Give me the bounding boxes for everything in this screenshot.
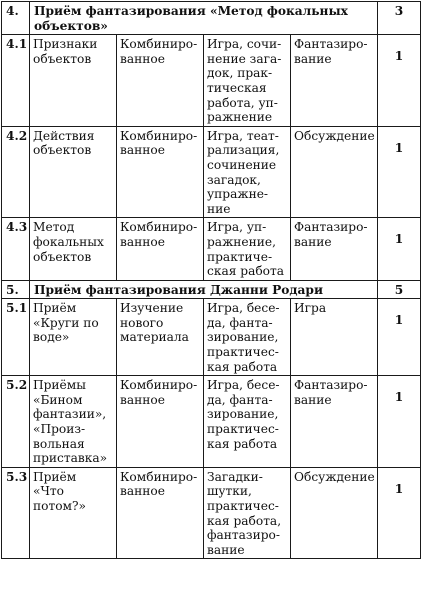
lesson-method-line: Игра, сочи- [207, 37, 282, 52]
lesson-control [291, 299, 378, 376]
lesson-method-line: сочинение [207, 157, 277, 172]
lesson-topic-line: фокальных [33, 234, 104, 249]
lesson-topic-line: объектов [33, 51, 92, 66]
lesson-method-line: кая работа [207, 436, 278, 451]
lesson-topic-line: Приём [33, 469, 77, 484]
lesson-hours: 1 [378, 299, 421, 376]
lesson-method-line: да, фанта- [207, 315, 273, 330]
lesson-topic [30, 299, 117, 376]
lesson-type [117, 218, 204, 280]
lesson-topic-line: «Бином [33, 392, 83, 407]
lesson-type-line: Изучение [120, 301, 184, 316]
lesson-hours: 1 [378, 376, 421, 468]
lesson-topic-line: потом?» [33, 499, 87, 513]
lesson-type [117, 299, 204, 376]
lesson-method [204, 299, 291, 376]
lesson-method-line: Игра, уп- [207, 220, 267, 235]
table-row [2, 376, 421, 468]
lesson-method-line: фантазиро- [207, 528, 280, 543]
lesson-topic-line: приставка» [33, 451, 108, 466]
lesson-method-line: ние [207, 201, 231, 216]
lesson-type-line: ванное [120, 234, 165, 249]
lesson-method-line: рализация, [207, 143, 280, 158]
lesson-method-line: практичес- [207, 499, 279, 513]
lesson-control [291, 467, 378, 559]
lesson-control [291, 218, 378, 280]
lesson-type [117, 126, 204, 218]
lesson-topic [30, 467, 117, 559]
lesson-hours: 1 [378, 126, 421, 218]
lesson-hours: 1 [378, 35, 421, 127]
lesson-method-line: док, прак- [207, 66, 273, 81]
lesson-method-line: практичес- [207, 422, 279, 437]
section-title-line: Приём фантазирования Джанни Родари [34, 282, 323, 297]
lesson-method-line: вание [207, 542, 245, 557]
lesson-method-line: Игра, теат- [207, 128, 279, 143]
curriculum-table [1, 1, 421, 559]
lesson-control-line: Игра [294, 301, 327, 316]
lesson-method [204, 126, 291, 218]
lesson-control-line: вание [294, 51, 332, 66]
lesson-type-line: Комбиниро- [120, 128, 198, 143]
lesson-number: 5.1 [2, 299, 30, 376]
lesson-method-line: нение зага- [207, 51, 282, 66]
lesson-topic-line: вольная [33, 436, 85, 451]
lesson-method-line: зирование, [207, 330, 279, 345]
lesson-type-line: Комбиниро- [120, 37, 198, 52]
lesson-control-line: Обсуждение [294, 469, 375, 484]
lesson-method-line: ражнение [207, 110, 273, 125]
lesson-method-line: работа, уп- [207, 95, 278, 110]
lesson-topic-line: Приём [33, 301, 77, 316]
lesson-control-line: вание [294, 392, 332, 407]
lesson-method-line: практиче- [207, 249, 273, 264]
lesson-method-line: кая работа, [207, 513, 282, 528]
lesson-method [204, 35, 291, 127]
lesson-method-line: кая работа [207, 359, 278, 374]
lesson-type [117, 467, 204, 559]
lesson-topic [30, 218, 117, 280]
section-title-line: объектов» [34, 18, 108, 33]
section-title [30, 280, 378, 299]
lesson-type [117, 35, 204, 127]
lesson-type [117, 376, 204, 468]
lesson-method-line: Игра, бесе- [207, 301, 280, 316]
lesson-number: 5.3 [2, 467, 30, 559]
lesson-type-line: Комбиниро- [120, 220, 198, 235]
lesson-control [291, 35, 378, 127]
lesson-method-line: ская работа [207, 264, 285, 279]
lesson-type-line: ванное [120, 484, 165, 499]
lesson-topic [30, 126, 117, 218]
lesson-topic-line: фантазии», [33, 407, 107, 422]
lesson-topic [30, 376, 117, 468]
lesson-number: 5.2 [2, 376, 30, 468]
lesson-hours: 1 [378, 218, 421, 280]
lesson-topic-line: «Круги по [33, 315, 99, 330]
lesson-type-line: ванное [120, 143, 165, 158]
lesson-control-line: Фантазиро- [294, 220, 368, 235]
lesson-topic-line: объектов [33, 249, 92, 264]
table-row [2, 218, 421, 280]
lesson-method-line: да, фанта- [207, 392, 273, 407]
lesson-type-line: Комбиниро- [120, 378, 198, 393]
lesson-method [204, 467, 291, 559]
lesson-type-line: нового [120, 315, 164, 330]
lesson-method-line: упражне- [207, 187, 269, 202]
lesson-type-line: ванное [120, 392, 165, 407]
lesson-topic-line: «Произ- [33, 422, 86, 437]
lesson-topic-line: «Что [33, 484, 64, 499]
lesson-method-line: Загадки- [207, 469, 263, 484]
lesson-type-line: ванное [120, 51, 165, 66]
lesson-type-line: материала [120, 330, 189, 345]
lesson-method-line: загадок, [207, 172, 261, 187]
lesson-method-line: практичес- [207, 345, 279, 360]
lesson-topic [30, 35, 117, 127]
section-header-row [2, 280, 421, 299]
lesson-number: 4.2 [2, 126, 30, 218]
lesson-method-line: зирование, [207, 407, 279, 422]
section-number: 5. [2, 280, 30, 299]
lesson-control [291, 126, 378, 218]
section-hours: 3 [378, 2, 421, 35]
table-row [2, 126, 421, 218]
lesson-method-line: Игра, бесе- [207, 378, 280, 393]
lesson-control-line: вание [294, 234, 332, 249]
lesson-topic-line: объектов [33, 143, 92, 158]
lesson-method-line: шутки, [207, 484, 252, 499]
lesson-method [204, 218, 291, 280]
lesson-control-line: Фантазиро- [294, 37, 368, 52]
lesson-number: 4.1 [2, 35, 30, 127]
table-row [2, 467, 421, 559]
lesson-hours: 1 [378, 467, 421, 559]
lesson-type-line: Комбиниро- [120, 469, 198, 484]
section-header-row [2, 2, 421, 35]
table-row [2, 299, 421, 376]
section-number: 4. [2, 2, 30, 35]
lesson-topic-line: воде» [33, 330, 70, 345]
lesson-method [204, 376, 291, 468]
lesson-topic-line: Признаки [33, 37, 98, 52]
table-row [2, 35, 421, 127]
lesson-control-line: Фантазиро- [294, 378, 368, 393]
lesson-method-line: ражнение, [207, 234, 276, 249]
section-title-line: Приём фантазирования «Метод фокальных [34, 4, 348, 18]
lesson-number: 4.3 [2, 218, 30, 280]
section-title [30, 2, 378, 35]
lesson-topic-line: Действия [33, 128, 95, 143]
lesson-control-line: Обсуждение [294, 128, 375, 143]
section-hours: 5 [378, 280, 421, 299]
lesson-control [291, 376, 378, 468]
lesson-method-line: тическая [207, 80, 267, 95]
lesson-topic-line: Метод [33, 220, 75, 235]
lesson-topic-line: Приёмы [33, 378, 86, 393]
